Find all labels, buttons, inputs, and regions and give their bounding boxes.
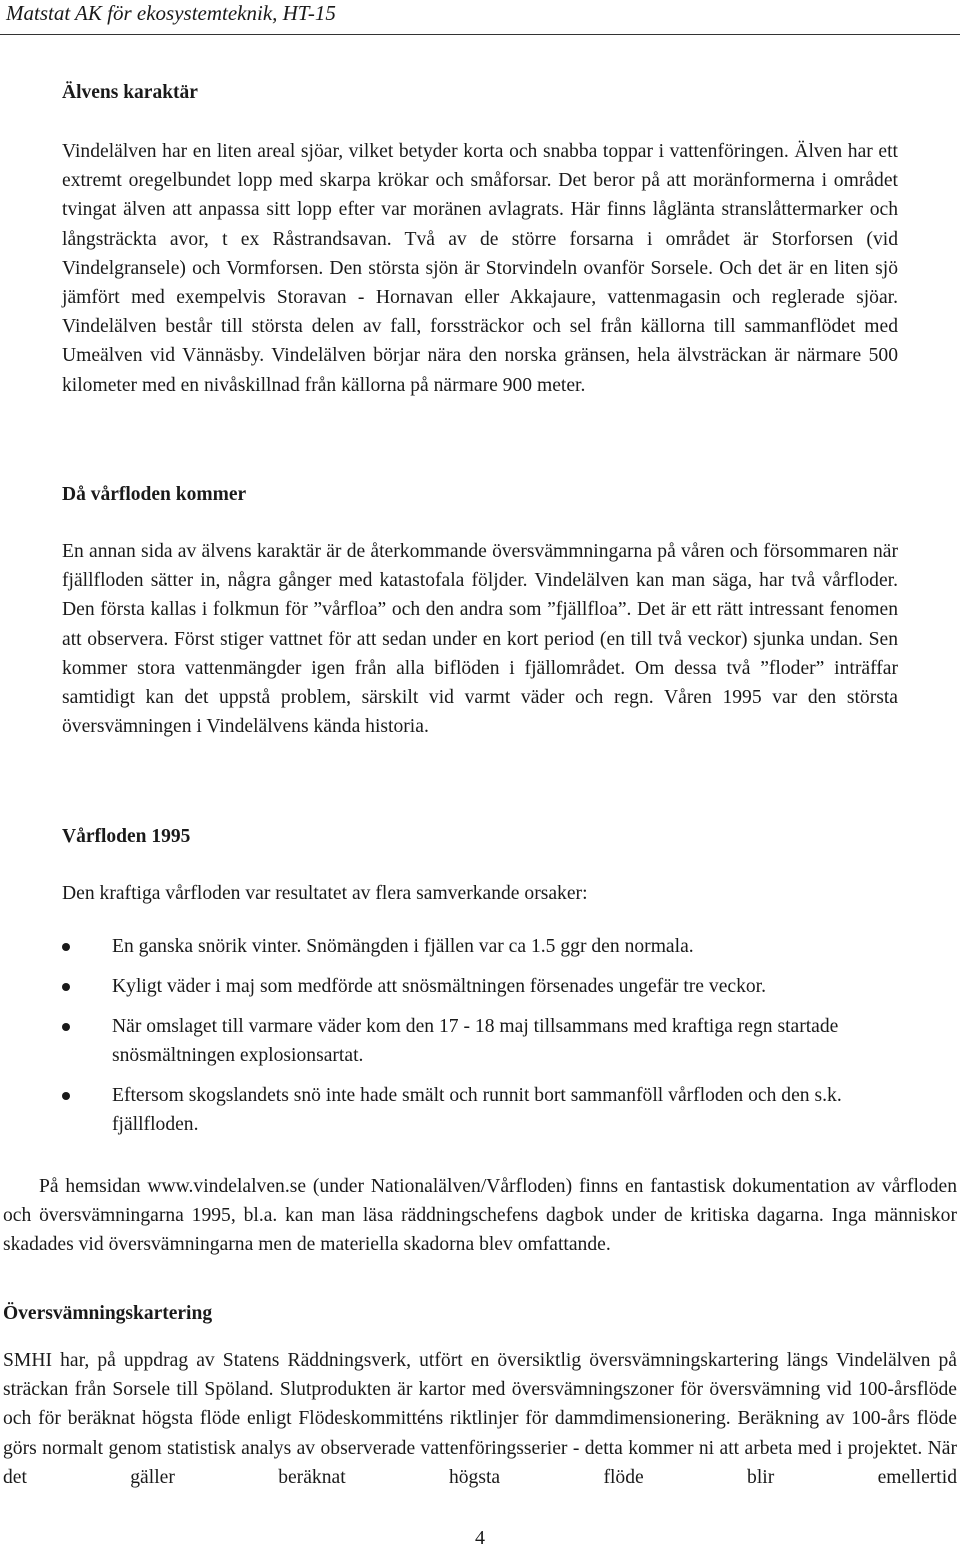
section-heading-oversvamningskartering: Översvämningskartering [3,1303,213,1324]
section-heading-alvens-karaktar: Älvens karaktär [62,82,198,103]
causes-list [62,932,902,1150]
paragraph-varfloden-kommer: En annan sida av älvens karaktär är de återkommande översvämmningarna på våren och försommaren när fjällfloden sätter in, några gånger med katastofala följder. Vindelälven kan man säga, har två vårfloder. Den första kallas i folkmun för ”vårfloa” och den andra som ”fjällfloa”. Det är ett rätt intressant fenomen att observera. Först stiger vattnet för att sedan under en kort period (en till två veckor) sjunka undan. Sen kommer stora vattenmängder igen från alla biflöden i fjällområdet. Om dessa två ”floder” inträffar samtidigt kan det uppstå problem, särskilt vid varmt väder och regn. Våren 1995 var den största översvämningen i Vindelälvens kända historia. [62,541,898,738]
bullet-icon [62,943,70,951]
bullet-icon [62,983,70,991]
list-item [62,972,902,1001]
section-heading-varfloden-1995: Vårfloden 1995 [62,826,191,847]
header-divider [0,34,960,35]
list-item-text: Eftersom skogslandets snö inte hade smält och runnit bort sammanföll vårfloden och den s.k. fjällfloden. [112,1085,842,1136]
paragraph-alvens-karaktar: Vindelälven har en liten areal sjöar, vilket betyder korta och snabba toppar i vattenföringen. Älven har ett extremt oregelbundet lopp med skarpa krökar och småforsar. Det beror på att moränformerna i området tvingat älven att anpassa sitt lopp efter var moränen avlagrats. Här finns låglänta stranslåttermarker och långsträckta avor, t ex Råstrandsavan. Två av de större forsarna i området är Storforsen (vid Vindelgransele) och Vormforsen. Den största sjön är Storvindeln ovanför Sorsele. Och det är en liten sjö jämfört med exempelvis Storavan - Hornavan eller Akkajaure, vattenmagasin och reglerade sjöar. Vindelälven består till största delen av fall, forssträckor och sel från källorna till sammanflödet med Umeälven vid Vännäsby. Vindelälven börjar nära den norska gränsen, hela älvsträckan är närmare 500 kilometer med en nivåskillnad från källorna på närmare 900 meter. [62,141,898,396]
paragraph-homepage-reference: På hemsidan www.vindelalven.se (under Nationalälven/Vårfloden) finns en fantastisk dokumentation av vårfloden och översvämningarna 1995, bl.a. kan man läsa räddningschefens dagbok under de kritiska dagarna. Inga människor skadades vid översvämningarna men de materiella skadorna blev omfattande. [3,1176,957,1256]
bullet-icon [62,1023,70,1031]
list-item-text: En ganska snörik vinter. Snömängden i fjällen var ca 1.5 ggr den normala. [112,936,694,957]
running-header-title: Matstat AK för ekosystemteknik, HT-15 [6,1,336,25]
list-item-text: Kyligt väder i maj som medförde att snösmältningen försenades ungefär tre veckor. [112,976,767,997]
list-item [62,932,902,961]
paragraph-oversvamningskartering: SMHI har, på uppdrag av Statens Räddningsverk, utfört en översiktlig översvämningskartering längs Vindelälven på sträckan från Sorsele till Spöland. Slutprodukten är kartor med översvämningszoner för översvämning vid 100-årsflöde och för beräknat högsta flöde enligt Flödeskommitténs riktlinjer för dammdimensionering. Beräkning av 100-års flöde görs normalt genom statistisk analys av observerade vattenföringsserier - detta kommer ni att arbeta med i projektet. När det gäller beräknat högsta flöde blir emellertid [3,1350,957,1488]
list-item [62,1081,902,1139]
section-heading-varfloden-kommer: Då vårfloden kommer [62,484,247,505]
list-item-text: När omslaget till varmare väder kom den 17 - 18 maj tillsammans med kraftiga regn startade snösmältningen explosionsartat. [112,1016,839,1067]
list-item [62,1012,902,1070]
bullet-icon [62,1092,70,1100]
page-number: 4 [475,1527,485,1549]
paragraph-varfloden-intro: Den kraftiga vårfloden var resultatet av flera samverkande orsaker: [62,883,588,904]
